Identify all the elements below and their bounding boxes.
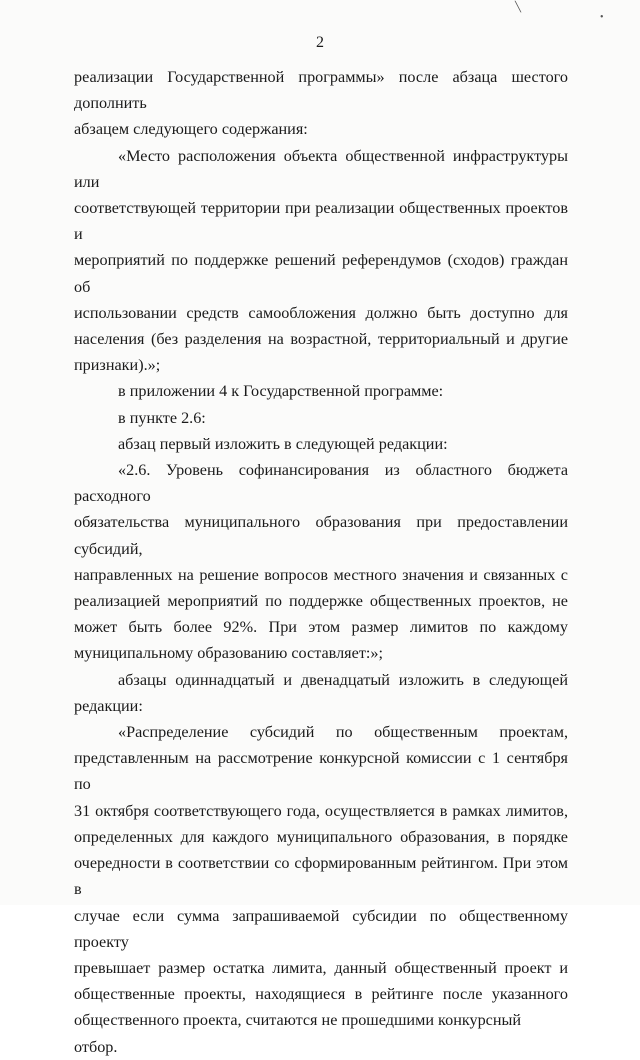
- text-line: «Место расположения объекта общественной инфраструктуры или: [74, 146, 568, 191]
- text-line: случае если сумма запрашиваемой субсидии по общественному проекту: [74, 906, 568, 951]
- text-line: использовании средств самообложения должно быть доступно для: [74, 303, 568, 322]
- text-line: реализацией мероприятий по поддержке общественных проектов, не: [74, 592, 568, 611]
- text-line: определенных для каждого муниципального образования, в порядке: [74, 827, 568, 846]
- text-line: реализации Государственной программы» после абзаца шестого дополнить: [74, 68, 568, 113]
- text-line: абзац первый изложить в следующей редакции:: [118, 434, 448, 453]
- text-line: может быть более 92%. При этом размер лимитов по каждому: [74, 618, 568, 637]
- text-line: в приложении 4 к Государственной программе:: [118, 382, 444, 401]
- page-number: 2: [316, 34, 324, 51]
- text-line: населения (без разделения на возрастной, территориальный и другие: [74, 330, 568, 349]
- text-line: обязательства муниципального образования при предоставлении субсидий,: [74, 513, 568, 558]
- text-line: абзацем следующего содержания:: [74, 120, 308, 139]
- text-line: 31 октября соответствующего года, осуществляется в рамках лимитов,: [74, 801, 568, 820]
- document-body: [74, 64, 568, 1060]
- text-line: редакции:: [74, 696, 143, 715]
- text-line: представленным на рассмотрение конкурсной комиссии с 1 сентября по: [74, 749, 568, 794]
- text-line: «Распределение субсидий по общественным проектам,: [118, 723, 568, 742]
- text-line: общественные проекты, находящиеся в рейтинге после указанного: [74, 985, 568, 1004]
- text-line: превышает размер остатка лимита, данный общественный проект и: [74, 958, 568, 977]
- text-line: абзацы одиннадцатый и двенадцатый изложить в следующей: [118, 670, 568, 689]
- scan-mark: •: [600, 12, 604, 23]
- text-line: признаки).»;: [74, 356, 161, 375]
- text-line: очередности в соответствии со сформированным рейтингом. При этом в: [74, 854, 568, 899]
- text-line: в пункте 2.6:: [118, 408, 206, 427]
- text-line: направленных на решение вопросов местного значения и связанных с: [74, 565, 568, 584]
- text-line: муниципальному образованию составляет:»;: [74, 644, 383, 663]
- text-line: общественного проекта, считаются не прошедшими конкурсный отбор.: [74, 1011, 522, 1056]
- text-line: мероприятий по поддержке решений референдумов (сходов) граждан об: [74, 251, 568, 296]
- scan-mark: ╲: [515, 2, 522, 13]
- text-line: «2.6. Уровень софинансирования из областного бюджета расходного: [74, 461, 568, 506]
- text-line: соответствующей территории при реализации общественных проектов и: [74, 199, 568, 244]
